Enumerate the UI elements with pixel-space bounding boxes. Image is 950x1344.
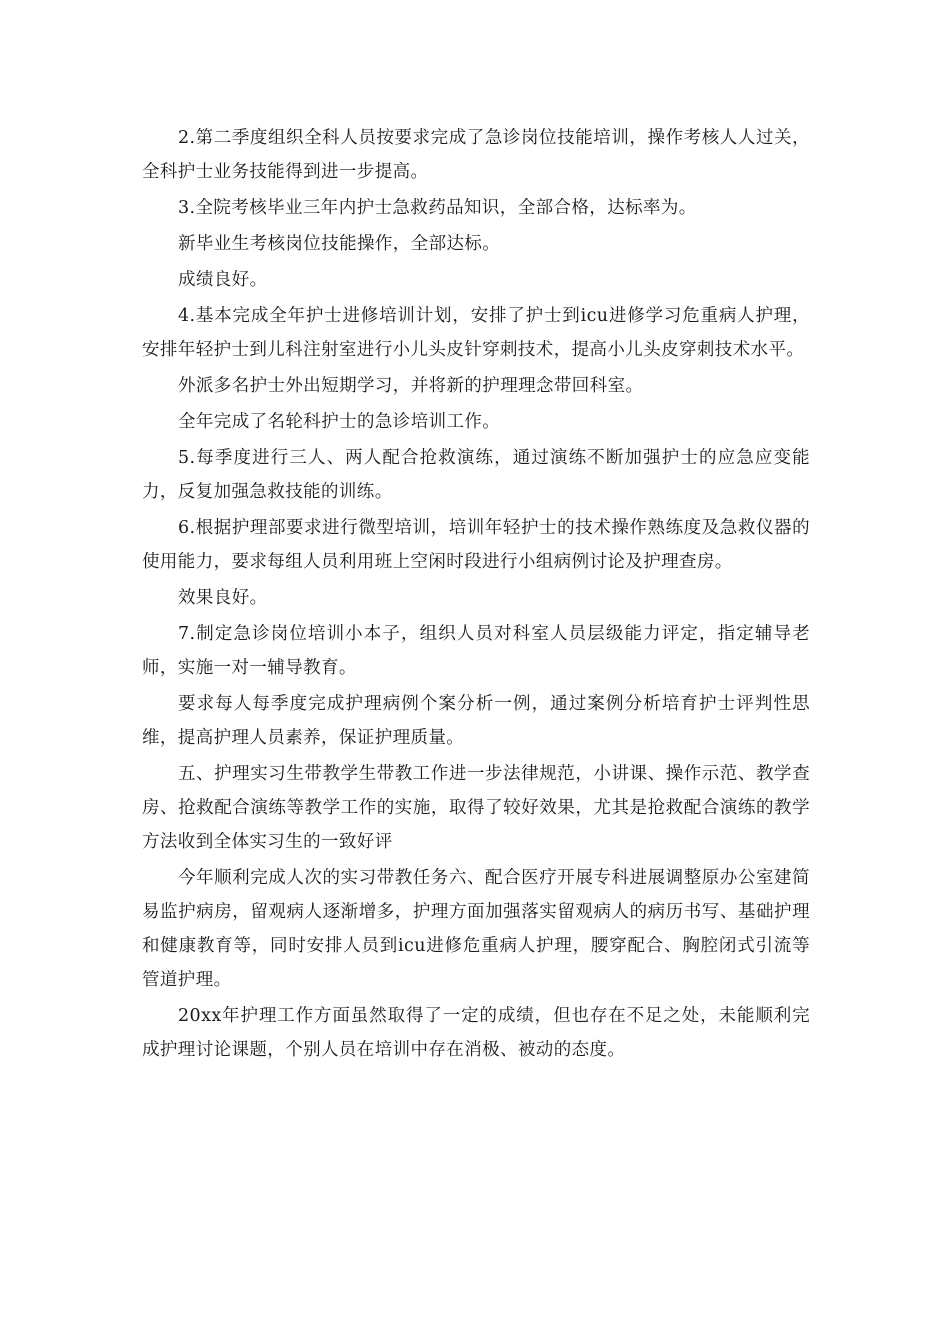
paragraph-8: 5.每季度进行三人、两人配合抢救演练，通过演练不断加强护士的应急应变能力，反复加强急救技能的训练。 — [142, 448, 810, 502]
paragraph-12: 要求每人每季度完成护理病例个案分析一例，通过案例分析培育护士评判性思维，提高护理人员素养，保证护理质量。 — [142, 694, 810, 748]
paragraph-5: 4.基本完成全年护士进修培训计划，安排了护士到icu进修学习危重病人护理，安排年轻护士到儿科注射室进行小儿头皮针穿刺技术，提高小儿头皮穿刺技术水平。 — [142, 306, 810, 360]
paragraph-7: 全年完成了名轮科护士的急诊培训工作。 — [178, 412, 501, 432]
paragraph-1: 2.第二季度组织全科人员按要求完成了急诊岗位技能培训，操作考核人人过关，全科护士业务技能得到进一步提高。 — [142, 128, 810, 182]
paragraph-15: 20xx年护理工作方面虽然取得了一定的成绩，但也存在不足之处，未能顺利完成护理讨论课题，个别人员在培训中存在消极、被动的态度。 — [142, 1006, 810, 1060]
paragraph-9: 6.根据护理部要求进行微型培训，培训年轻护士的技术操作熟练度及急救仪器的使用能力，要求每组人员利用班上空闲时段进行小组病例讨论及护理查房。 — [142, 518, 810, 572]
paragraph-4: 成绩良好。 — [178, 270, 268, 290]
paragraph-10: 效果良好。 — [178, 588, 268, 608]
paragraph-3: 新毕业生考核岗位技能操作，全部达标。 — [178, 234, 501, 254]
document-body — [142, 121, 810, 1069]
paragraph-11: 7.制定急诊岗位培训小本子，组织人员对科室人员层级能力评定，指定辅导老师，实施一对一辅导教育。 — [142, 624, 810, 678]
paragraph-2: 3.全院考核毕业三年内护士急救药品知识，全部合格，达标率为。 — [178, 198, 697, 218]
paragraph-14: 今年顺利完成人次的实习带教任务六、配合医疗开展专科进展调整原办公室建简易监护病房，留观病人逐渐增多，护理方面加强落实留观病人的病历书写、基础护理和健康教育等，同时安排人员到icu进修危重病人护理，腰穿配合、胸腔闭式引流等管道护理。 — [142, 868, 810, 990]
paragraph-6: 外派多名护士外出短期学习，并将新的护理理念带回科室。 — [178, 376, 644, 396]
paragraph-13: 五、护理实习生带教学生带教工作进一步法律规范，小讲课、操作示范、教学查房、抢救配合演练等教学工作的实施，取得了较好效果，尤其是抢救配合演练的教学方法收到全体实习生的一致好评 — [142, 764, 810, 852]
